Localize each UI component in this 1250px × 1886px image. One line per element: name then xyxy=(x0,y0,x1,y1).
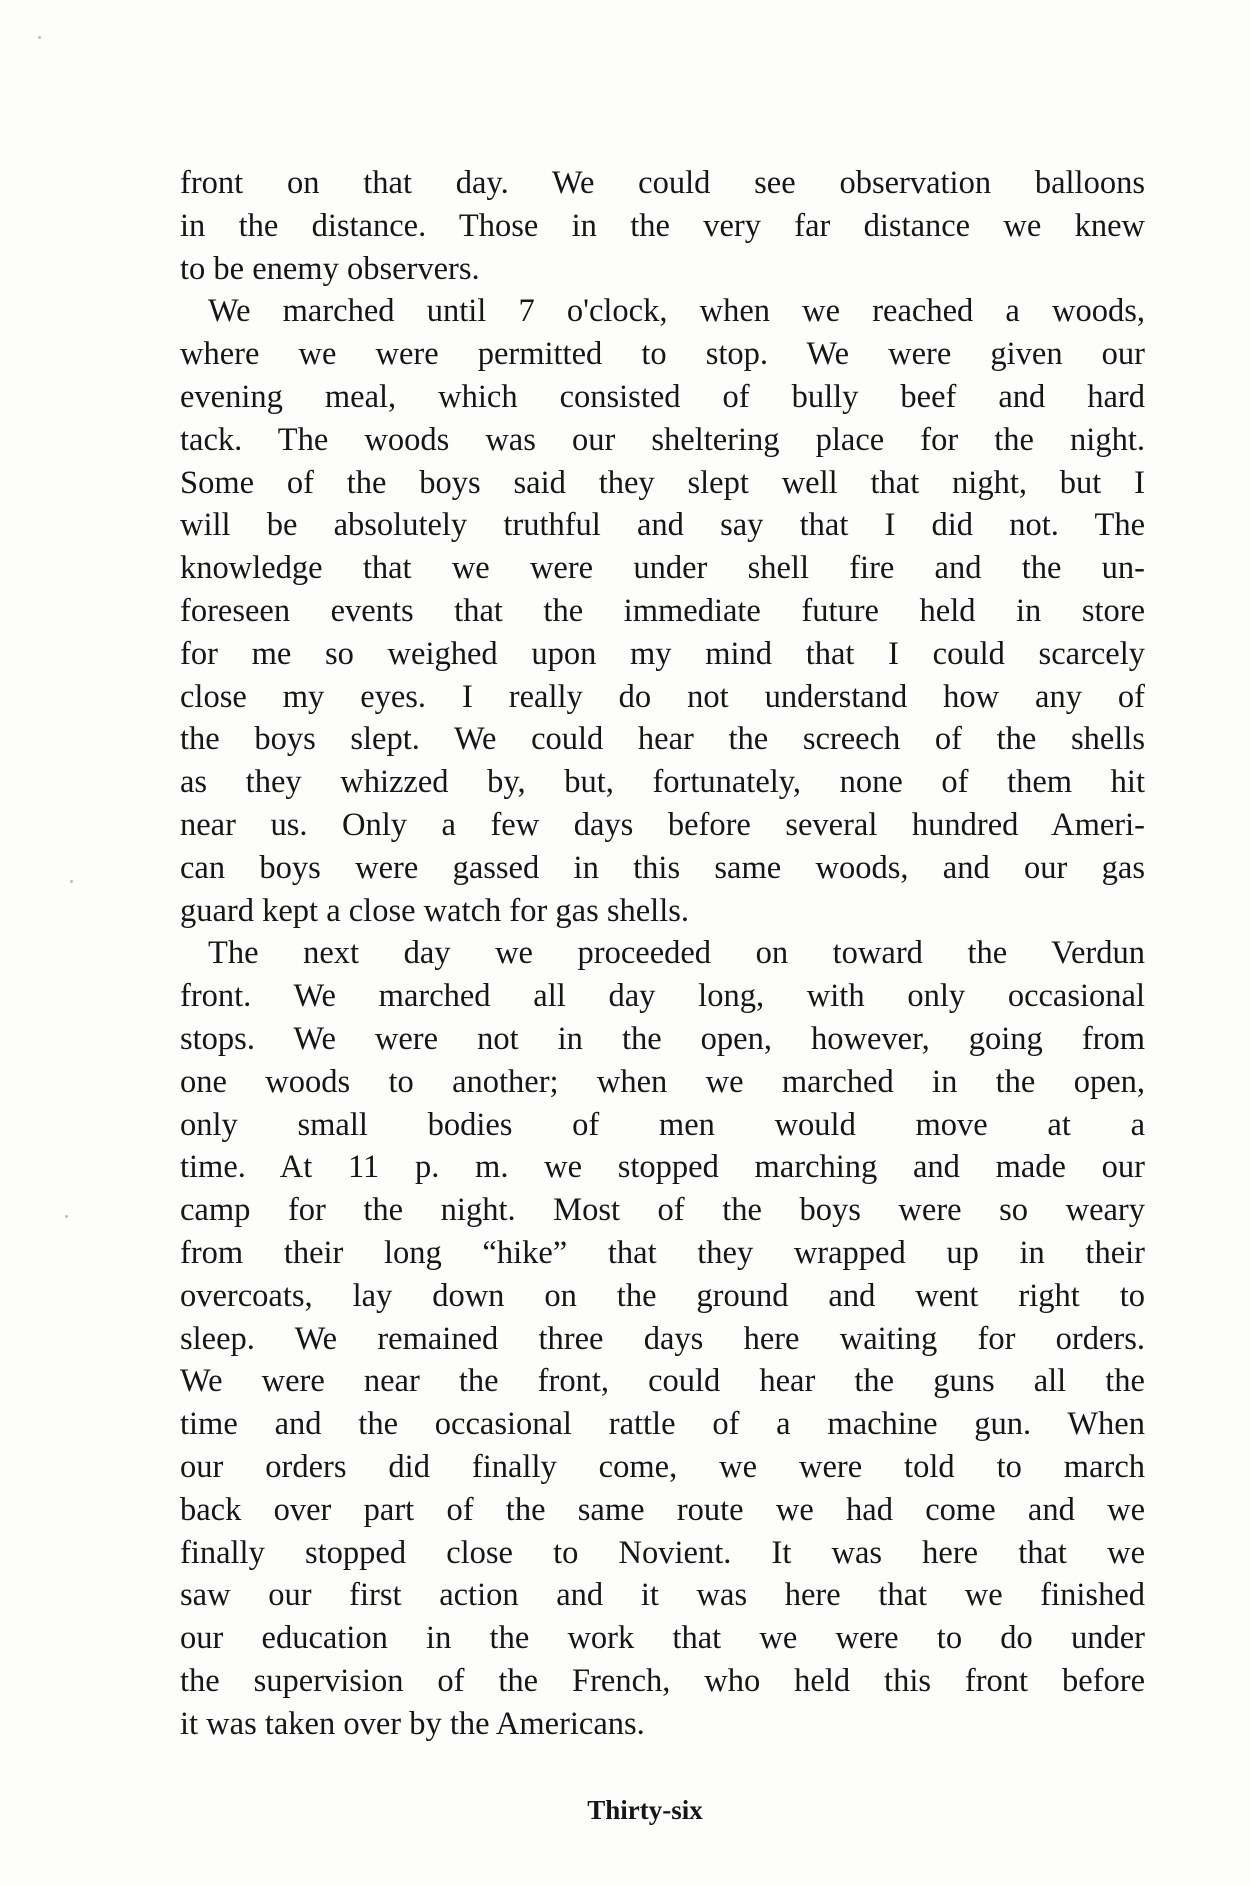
text-line: for me so weighed upon my mind that I could scarcely xyxy=(180,635,1145,672)
text-line: back over part of the same route we had come and we xyxy=(180,1491,1145,1528)
text-line: the supervision of the French, who held this front before xyxy=(180,1662,1145,1699)
text-line: camp for the night. Most of the boys were so weary xyxy=(180,1192,1145,1229)
text-line: near us. Only a few days before several hundred Ameri- xyxy=(180,806,1145,843)
text-line: our orders did finally come, we were told to march xyxy=(180,1448,1145,1485)
text-line: saw our first action and it was here that we finished xyxy=(180,1577,1145,1614)
text-line: it was taken over by the Americans. xyxy=(180,1705,645,1742)
page-number: Thirty-six xyxy=(587,1795,703,1825)
paragraph xyxy=(180,932,1145,1745)
body-text xyxy=(180,162,1145,1745)
text-line: finally stopped close to Novient. It was here that we xyxy=(180,1534,1145,1571)
text-line: our education in the work that we were to do under xyxy=(180,1620,1145,1657)
text-line: will be absolutely truthful and say that I did not. The xyxy=(180,507,1145,544)
text-line: overcoats, lay down on the ground and went right to xyxy=(180,1277,1145,1314)
text-line: close my eyes. I really do not understand how any of xyxy=(180,678,1145,715)
text-line: The next day we proceeded on toward the Verdun xyxy=(208,935,1145,972)
text-line: front on that day. We could see observation balloons xyxy=(180,165,1145,201)
paper-speck xyxy=(38,36,41,39)
text-line: We marched until 7 o'clock, when we reached a woods, xyxy=(208,293,1145,330)
text-line: as they whizzed by, but, fortunately, none of them hit xyxy=(180,764,1145,801)
paragraph xyxy=(180,290,1145,932)
text-line: in the distance. Those in the very far distance we knew xyxy=(180,207,1145,244)
text-line: We were near the front, could hear the guns all the xyxy=(180,1363,1145,1400)
text-line: Some of the boys said they slept well that night, but I xyxy=(180,464,1145,501)
text-line: to be enemy observers. xyxy=(180,250,480,287)
paper-speck xyxy=(70,880,73,883)
text-line: time and the occasional rattle of a machine gun. When xyxy=(180,1406,1145,1443)
paper-speck xyxy=(65,1215,68,1218)
text-line: can boys were gassed in this same woods, and our gas xyxy=(180,849,1145,886)
text-line: the boys slept. We could hear the screech of the shells xyxy=(180,721,1145,758)
text-line: tack. The woods was our sheltering place for the night. xyxy=(180,421,1145,458)
text-line: sleep. We remained three days here waiting for orders. xyxy=(180,1320,1145,1357)
text-line: one woods to another; when we marched in the open, xyxy=(180,1063,1145,1100)
text-line: where we were permitted to stop. We were given our xyxy=(180,336,1145,373)
text-line: guard kept a close watch for gas shells. xyxy=(180,892,690,929)
text-line: evening meal, which consisted of bully beef and hard xyxy=(180,378,1145,415)
text-line: only small bodies of men would move at a xyxy=(180,1106,1145,1143)
text-line: knowledge that we were under shell fire and the un- xyxy=(180,550,1145,587)
text-line: foreseen events that the immediate future held in store xyxy=(180,592,1145,629)
text-line: time. At 11 p. m. we stopped marching and made our xyxy=(180,1149,1145,1186)
text-line: from their long “hike” that they wrapped up in their xyxy=(180,1234,1145,1271)
paragraph xyxy=(180,162,1145,290)
text-line: stops. We were not in the open, however, going from xyxy=(180,1020,1145,1057)
text-line: front. We marched all day long, with only occasional xyxy=(180,978,1145,1015)
